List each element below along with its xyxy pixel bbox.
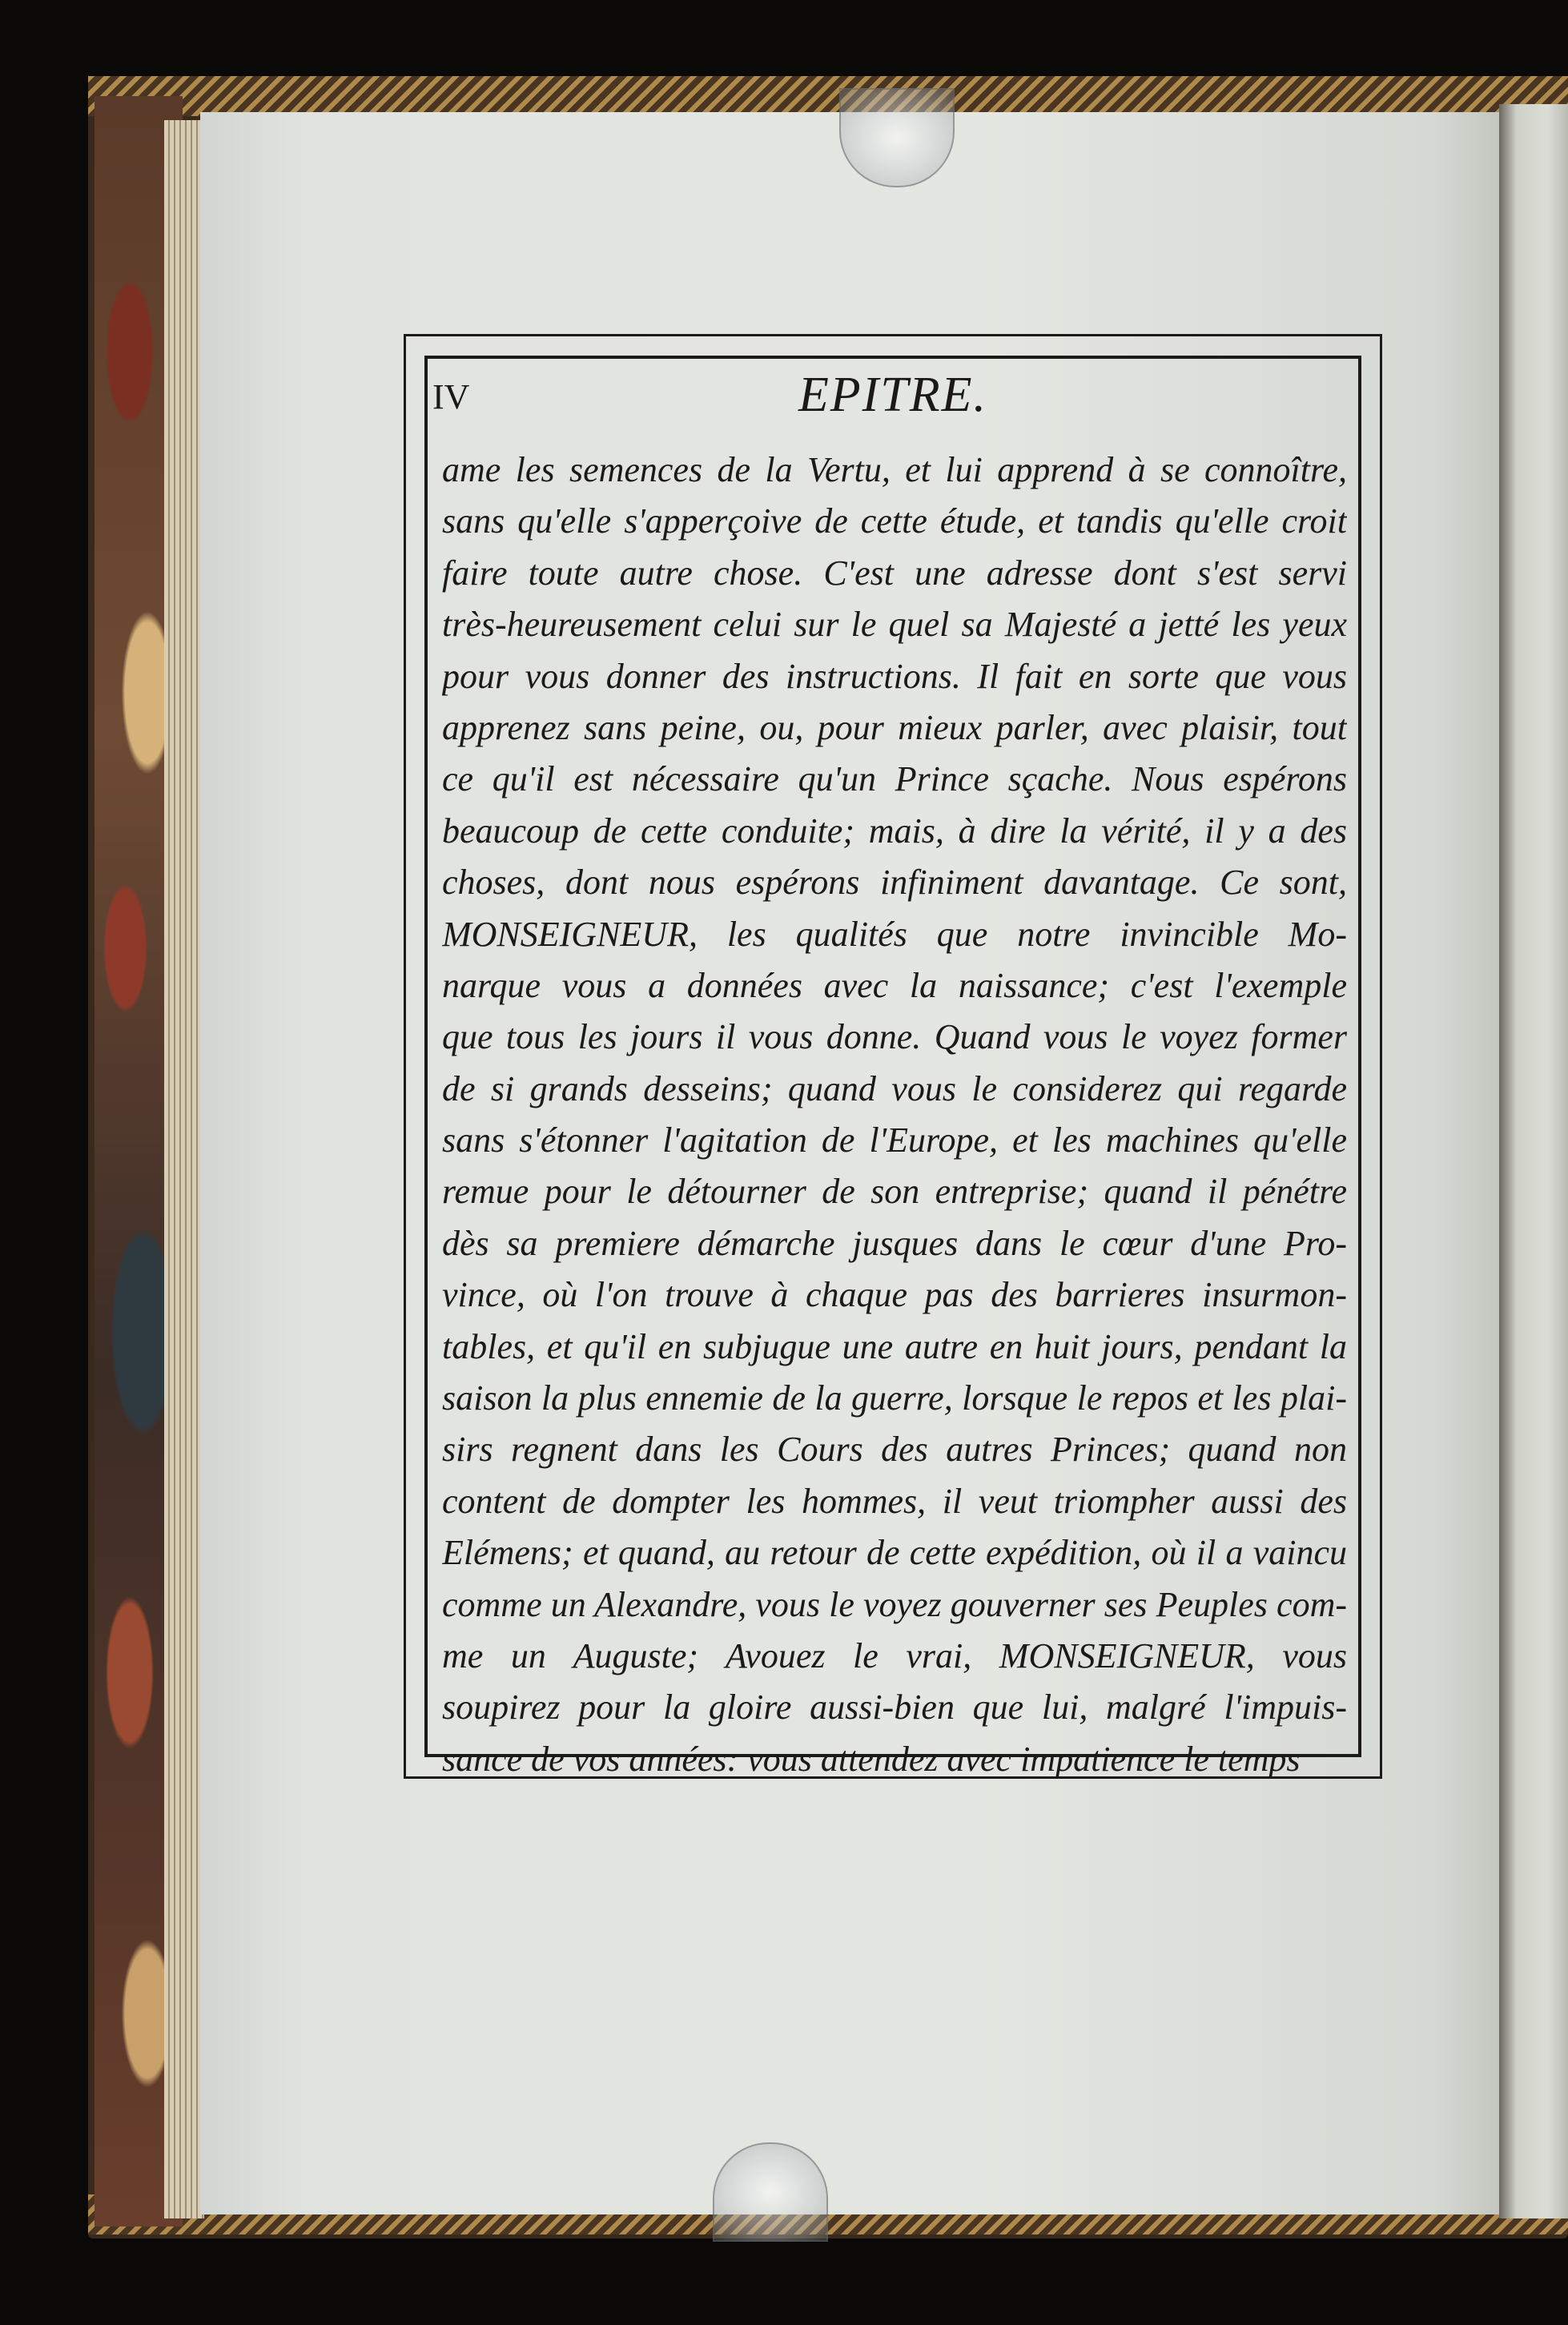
text-line: apprenez sans peine, ou, pour mieux parler, avec plaisir, tout	[442, 707, 1347, 747]
text-line: vince, où l'on trouve à chaque pas des barrieres insurmon-	[442, 1275, 1347, 1315]
text-line: sans qu'elle s'apperçoive de cette étude, et tandis qu'elle croit	[442, 501, 1347, 541]
text-line: content de dompter les hommes, il veut triompher aussi des	[442, 1481, 1347, 1521]
text-line: me un Auguste; Avouez le vrai, MONSEIGNEUR, vous	[442, 1635, 1347, 1675]
text-line: narque vous a données avec la naissance; c'est l'exemple	[442, 965, 1347, 1005]
text-line: ame les semences de la Vertu, et lui apprend à se connoître,	[442, 450, 1347, 489]
page-number: IV	[432, 377, 470, 416]
text-line: très-heureusement celui sur le quel sa Majesté a jetté les yeux	[442, 605, 1347, 645]
text-line: beaucoup de cette conduite; mais, à dire la vérité, il y a des	[442, 811, 1347, 851]
text-line: sance de vos années: vous attendez avec impatience le temps	[442, 1739, 1301, 1779]
text-line: dès sa premiere démarche jusques dans le cœur d'une Pro-	[442, 1223, 1347, 1263]
facing-page-edge	[1499, 104, 1568, 2218]
page-heading: EPITRE.	[798, 368, 988, 422]
text-block	[442, 444, 1347, 1785]
text-line: comme un Alexandre, vous le voyez gouverner ses Peuples com-	[442, 1584, 1347, 1624]
text-line: soupirez pour la gloire aussi-bien que lui, malgré l'impuis-	[442, 1687, 1347, 1728]
text-line: pour vous donner des instructions. Il fait en sorte que vous	[442, 656, 1347, 696]
text-line: Elémens; et quand, au retour de cette expédition, où il a vaincu	[442, 1533, 1347, 1573]
text-line: faire toute autre chose. C'est une adresse dont s'est servi	[442, 553, 1347, 593]
text-line: que tous les jours il vous donne. Quand vous le voyez former	[442, 1017, 1347, 1057]
text-line: MONSEIGNEUR, les qualités que notre invincible Mo-	[442, 914, 1347, 954]
text-line: remue pour le détourner de son entreprise; quand il pénétre	[442, 1172, 1347, 1212]
page-clip-bottom	[713, 2142, 828, 2242]
text-line: saison la plus ennemie de la guerre, lorsque le repos et les plai-	[442, 1378, 1347, 1418]
text-line: sans s'étonner l'agitation de l'Europe, et les machines qu'elle	[442, 1120, 1347, 1160]
text-line: de si grands desseins; quand vous le considerez qui regarde	[442, 1068, 1347, 1108]
text-line: ce qu'il est nécessaire qu'un Prince sçache. Nous espérons	[442, 759, 1347, 799]
text-line: choses, dont nous espérons infiniment davantage. Ce sont,	[442, 863, 1347, 903]
page-edges	[164, 120, 204, 2218]
text-line: tables, et qu'il en subjugue une autre en huit jours, pendant la	[442, 1326, 1347, 1366]
cover-gilt-border-top	[88, 76, 1568, 116]
text-line: sirs regnent dans les Cours des autres Princes; quand non	[442, 1430, 1347, 1470]
